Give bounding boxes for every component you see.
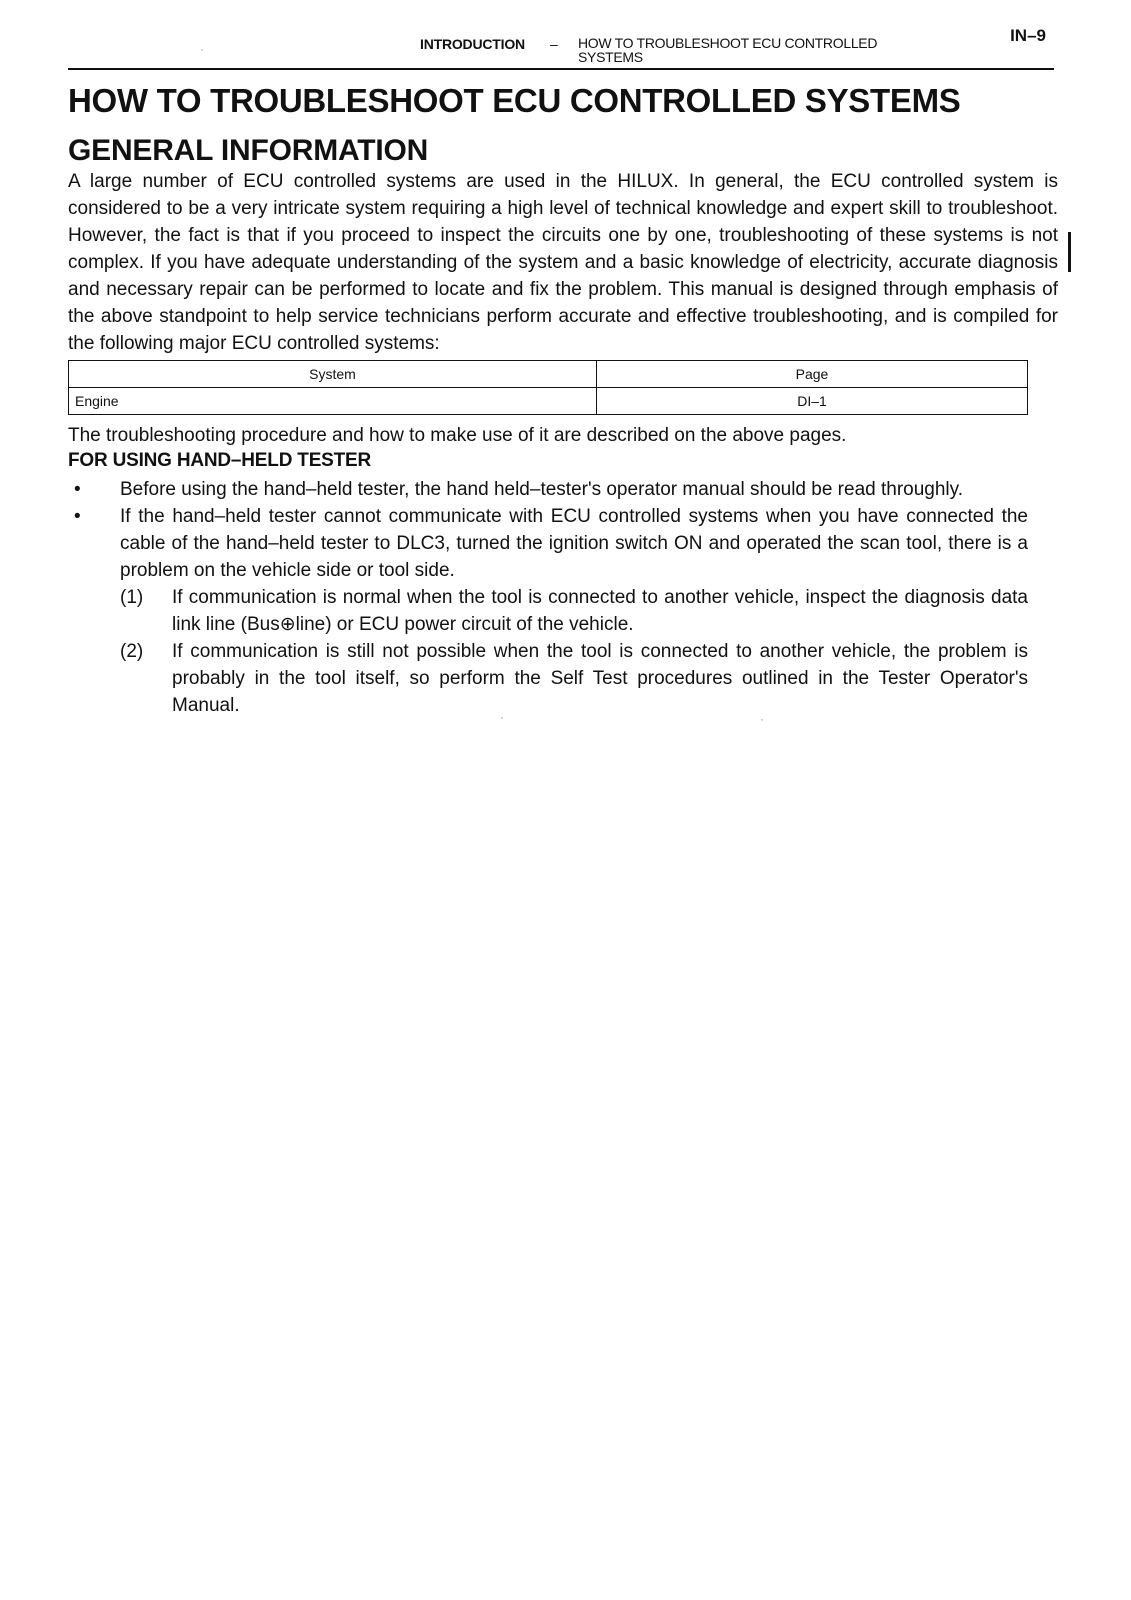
hand-held-tester-list — [68, 476, 1028, 719]
table-header-row — [69, 361, 1028, 388]
page-title: HOW TO TROUBLESHOOT ECU CONTROLLED SYSTEMS — [68, 82, 961, 119]
header-separator: – — [550, 36, 558, 52]
header-section: INTRODUCTION — [420, 36, 525, 52]
page-header — [68, 26, 1054, 70]
list-item — [68, 503, 1028, 719]
table-row — [69, 388, 1028, 415]
sub-list-item — [120, 584, 1028, 638]
bullet-text: If the hand–held tester cannot communicate with ECU controlled systems when you have connected the cable of the hand–held tester to DLC3, turned the ignition switch ON and operated the scan tool, there is a problem on the vehicle side or tool side. — [120, 506, 1028, 581]
sub-list-item — [120, 638, 1028, 719]
column-header-system: System — [69, 361, 597, 388]
sub-item-text: If communication is normal when the tool is connected to another vehicle, inspect the diagnosis data link line (Bus⊕line) or ECU power circuit of the vehicle. — [172, 587, 1028, 635]
list-item — [68, 476, 1028, 503]
cell-system: Engine — [69, 388, 597, 415]
section-heading: GENERAL INFORMATION — [68, 134, 429, 167]
bullet-text: Before using the hand–held tester, the hand held–tester's operator manual should be read throughly. — [120, 479, 964, 500]
systems-table — [68, 360, 1028, 415]
column-header-page: Page — [597, 361, 1028, 388]
cell-page: DI–1 — [597, 388, 1028, 415]
header-subtitle: HOW TO TROUBLESHOOT ECU CONTROLLED SYSTEMS — [578, 35, 878, 65]
page-number: IN–9 — [1010, 26, 1046, 45]
sub-item-text: If communication is still not possible when the tool is connected to another vehicle, the problem is probably in the tool itself, so perform the Self Test procedures outlined in the Tester Operator's Manual. — [172, 641, 1028, 716]
sub-item-number: (2) — [120, 641, 144, 662]
intro-paragraph: A large number of ECU controlled systems are used in the HILUX. In general, the ECU controlled system is considered to be a very intricate system requiring a high level of technical knowledge and expert skill to troubleshoot. However, the fact is that if you proceed to inspect the circuits one by one, troubleshooting of these systems is not complex. If you have adequate understanding of the system and a basic knowledge of electricity, accurate diagnosis and necessary repair can be performed to locate and fix the problem. This manual is designed through emphasis of the above standpoint to help service technicians perform accurate and effective troubleshooting, and is compiled for the following major ECU controlled systems: — [68, 171, 1058, 354]
scan-artifact: · — [200, 42, 204, 56]
hand-held-tester-heading: FOR USING HAND–HELD TESTER — [68, 450, 372, 471]
sub-list — [120, 584, 1028, 719]
revision-bar — [1068, 232, 1071, 272]
scan-artifact: · — [760, 712, 764, 726]
bullet-icon: • — [74, 479, 81, 500]
bullet-icon: • — [74, 506, 81, 527]
procedure-note: The troubleshooting procedure and how to make use of it are described on the above pages. — [68, 425, 847, 446]
sub-item-number: (1) — [120, 587, 144, 608]
scan-artifact: · — [500, 710, 504, 724]
